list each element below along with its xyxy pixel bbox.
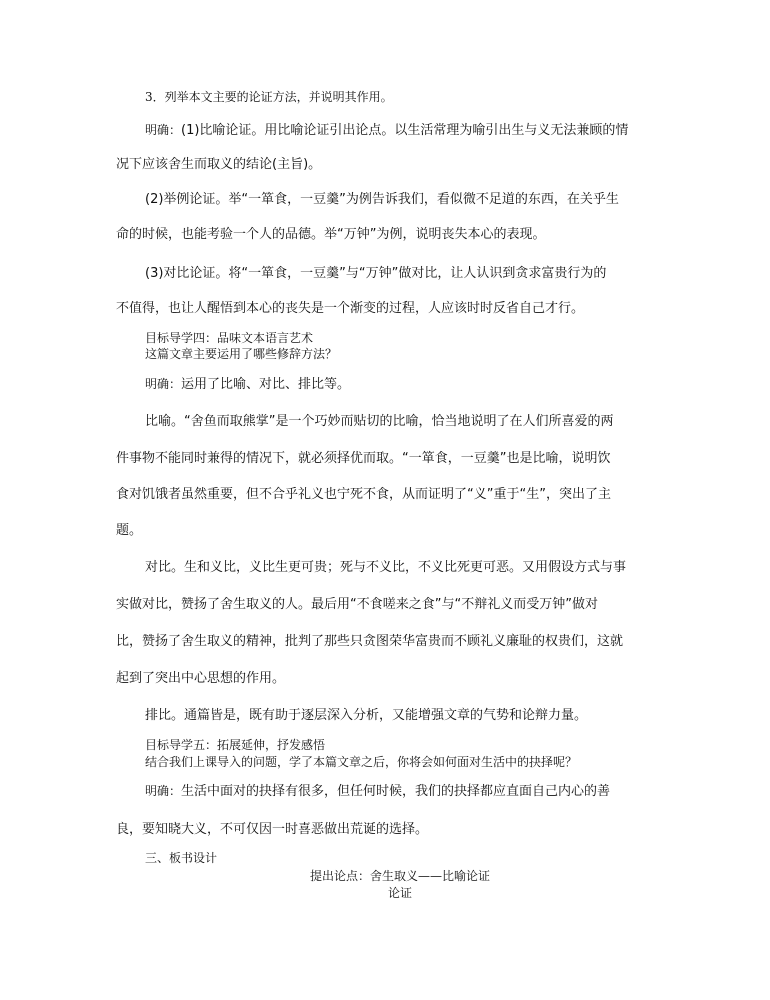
answer-text: 生活中面对的抉择有很多，但任何时候，我们的抉择都应直面自己内心的善: [181, 784, 611, 799]
question-5: 结合我们上课导入的问题，学了本篇文章之后，你将会如何面对生活中的抉择呢？: [145, 755, 578, 769]
paragraph-line: 题。: [116, 523, 143, 538]
board-design-line: 论证: [387, 886, 412, 900]
paragraph-line: 实做对比，赞扬了舍生取义的人。最后用“不食嗟来之食”与“不辩礼义而受万钟”做对: [116, 597, 598, 612]
answer-line: [145, 780, 610, 800]
question-4: 这篇文章主要运用了哪些修辞方法？: [145, 347, 338, 361]
question-3: 3．列举本文主要的论证方法，并说明其作用。: [145, 90, 393, 104]
paragraph-line: 食对饥饿者虽然重要，但不合乎礼义也宁死不食，从而证明了“义”重于“生”，突出了主: [116, 487, 611, 502]
answer-label: 明确：: [145, 123, 182, 137]
paragraph-line: 命的时候，也能考验一个人的品德。举“万钟”为例，说明丧失本心的表现。: [116, 227, 546, 242]
paragraph-line: (3)对比论证。将“一箪食，一豆羹”与“万钟”做对比，让人认识到贪求富贵行为的: [145, 266, 607, 281]
paragraph-line: 比喻。“舍鱼而取熊掌”是一个巧妙而贴切的比喻，恰当地说明了在人们所喜爱的两: [145, 414, 614, 429]
paragraph-line: 况下应该舍生而取义的结论(主旨)。: [116, 157, 322, 172]
paragraph-line: 比，赞扬了舍生取义的精神，批判了那些只贪图荣华富贵而不顾礼义廉耻的权贵们，这就: [116, 634, 624, 649]
paragraph-line: 不值得，也让人醒悟到本心的丧失是一个渐变的过程，人应该时时反省自己才行。: [116, 301, 585, 316]
paragraph-line: 良，要知晓大义，不可仅因一时喜恶做出荒诞的选择。: [116, 822, 429, 837]
answer-label: 明确：: [145, 377, 182, 391]
paragraph-line: (2)举例论证。举“一箪食，一豆羹”为例告诉我们，看似微不足道的东西，在关乎生: [145, 192, 619, 207]
paragraph-line: 件事物不能同时兼得的情况下，就必须择优而取。“一箪食，一豆羹”也是比喻，说明饮: [116, 451, 611, 466]
section-heading-3: 三、板书设计: [145, 851, 218, 865]
answer-line: [145, 373, 350, 393]
answer-line: [145, 119, 628, 139]
answer-label: 明确：: [145, 784, 182, 798]
answer-text: 运用了比喻、对比、排比等。: [181, 377, 351, 392]
goal-heading-5: 目标导学五：拓展延伸，抒发感悟: [145, 738, 326, 752]
goal-heading-4: 目标导学四：品味文本语言艺术: [145, 331, 314, 345]
paragraph-line: 起到了突出中心思想的作用。: [116, 671, 286, 686]
paragraph-line: 对比。生和义比，义比生更可贵；死与不义比，不义比死更可恶。又用假设方式与事: [145, 560, 627, 575]
answer-text: (1)比喻论证。用比喻论证引出论点。以生活常理为喻引出生与义无法兼顾的情: [181, 123, 629, 138]
paragraph-line: 排比。通篇皆是，既有助于逐层深入分析，又能增强文章的气势和论辩力量。: [145, 708, 588, 723]
board-design-line: 提出论点：舍生取义——比喻论证: [309, 869, 490, 883]
